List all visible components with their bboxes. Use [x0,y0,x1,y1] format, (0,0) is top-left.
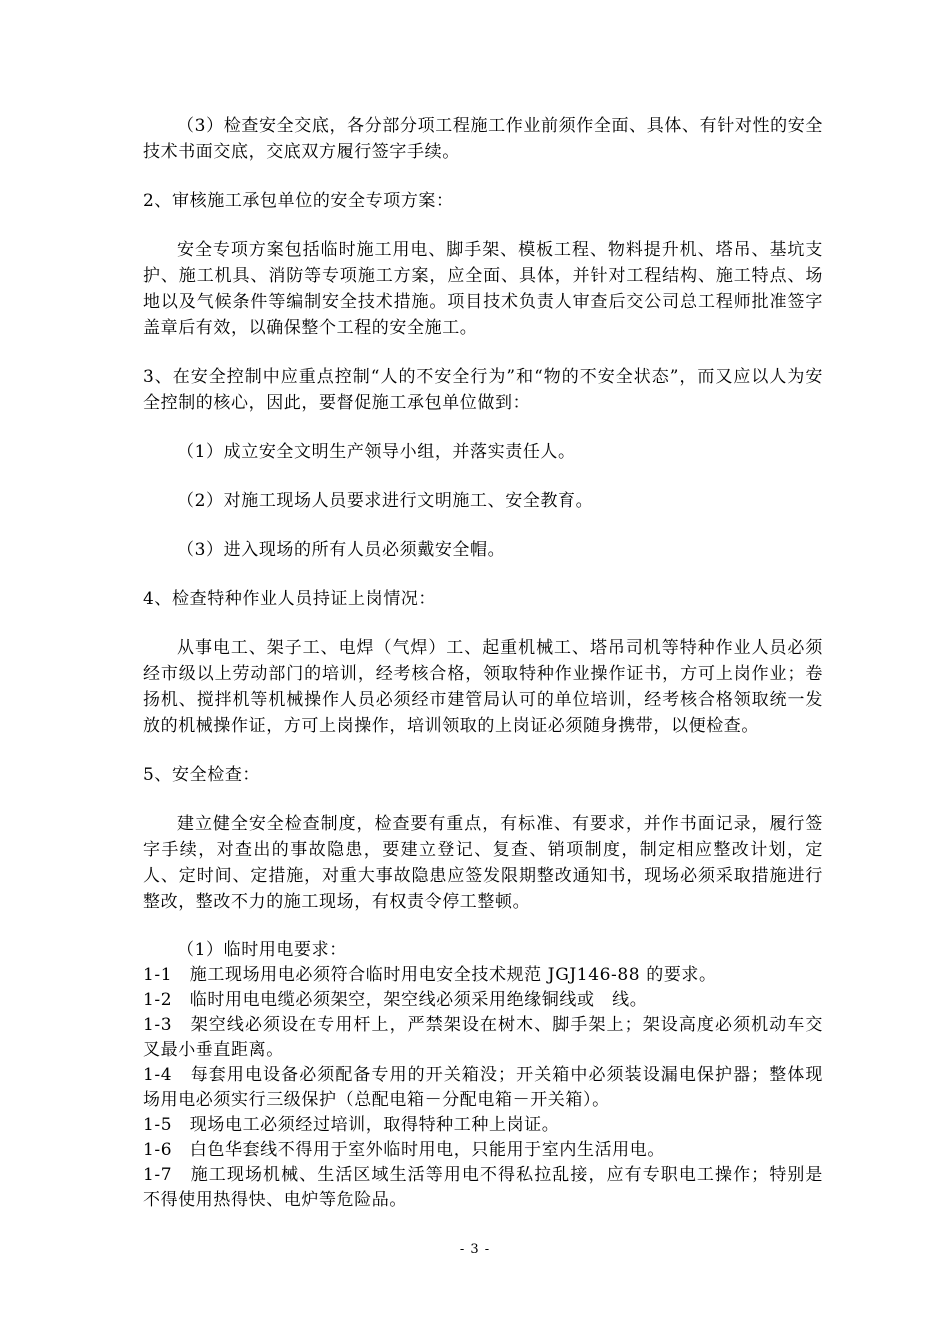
list-item-1-1: 1-1 施工现场用电必须符合临时用电安全技术规范 JGJ146-88 的要求。 [143,965,717,985]
list-item-1-2: 1-2 临时用电电缆必须架空，架空线必须采用绝缘铜线或 线。 [143,990,648,1010]
page-number: - 3 - [459,1242,491,1257]
paragraph-safety-disclosure: （3）检查安全交底，各分部分项工程施工作业前须作全面、具体、有针对性的安全技术书面交底，交底双方履行签字手续。 [143,116,823,162]
list-item-safety-helmet: （3）进入现场的所有人员必须戴安全帽。 [177,540,506,560]
heading-safety-inspection: 5、安全检查： [143,765,261,785]
list-item-leadership-group: （1）成立安全文明生产领导小组，并落实责任人。 [177,442,576,462]
list-item-safety-education: （2）对施工现场人员要求进行文明施工、安全教育。 [177,491,594,511]
paragraph-special-workers: 从事电工、架子工、电焊（气焊）工、起重机械工、塔吊司机等特种作业人员必须经市级以上劳动部门的培训，经考核合格，领取特种作业操作证书，方可上岗作业；卷扬机、搅拌机等机械操作人员必须经市建管局认可的单位培训，经考核合格领取统一发放的机械操作证，方可上岗操作，培训领取的上岗证必须随身携带，以便检查。 [143,638,823,736]
list-item-1-7: 1-7 施工现场机械、生活区域生活等用电不得私拉乱接，应有专职电工操作；特别是不得使用热得快、电炉等危险品。 [143,1165,823,1210]
document-body [143,113,823,1213]
heading-key-control: 3、在安全控制中应重点控制“人的不安全行为”和“物的不安全状态”，而又应以人为安全控制的核心，因此，要督促施工承包单位做到： [143,367,823,413]
heading-temporary-power: （1）临时用电要求： [177,940,347,960]
heading-review-special-plan: 2、审核施工承包单位的安全专项方案： [143,191,454,211]
heading-special-workers: 4、检查特种作业人员持证上岗情况： [143,589,437,609]
paragraph-safety-inspection: 建立健全安全检查制度，检查要有重点，有标准、有要求，并作书面记录，履行签字手续，对查出的事故隐患，要建立登记、复查、销项制度，制定相应整改计划，定人、定时间、定措施，对重大事故隐患应签发限期整改通知书，现场必须采取措施进行整改，整改不力的施工现场，有权责令停工整顿。 [143,814,823,912]
list-item-1-4: 1-4 每套用电设备必须配备专用的开关箱没；开关箱中必须装设漏电保护器；整体现场用电必须实行三级保护（总配电箱－分配电箱－开关箱）。 [143,1065,823,1110]
list-item-1-5: 1-5 现场电工必须经过培训，取得特种工种上岗证。 [143,1115,560,1135]
paragraph-special-plan: 安全专项方案包括临时施工用电、脚手架、模板工程、物料提升机、塔吊、基坑支护、施工机具、消防等专项施工方案，应全面、具体，并针对工程结构、施工特点、场地以及气候条件等编制安全技术措施。项目技术负责人审查后交公司总工程师批准签字盖章后有效，以确保整个工程的安全施工。 [143,240,823,338]
list-item-1-3: 1-3 架空线必须设在专用杆上，严禁架设在树木、脚手架上；架设高度必须机动车交叉最小垂直距离。 [143,1015,823,1060]
list-item-1-6: 1-6 白色华套线不得用于室外临时用电，只能用于室内生活用电。 [143,1140,665,1160]
